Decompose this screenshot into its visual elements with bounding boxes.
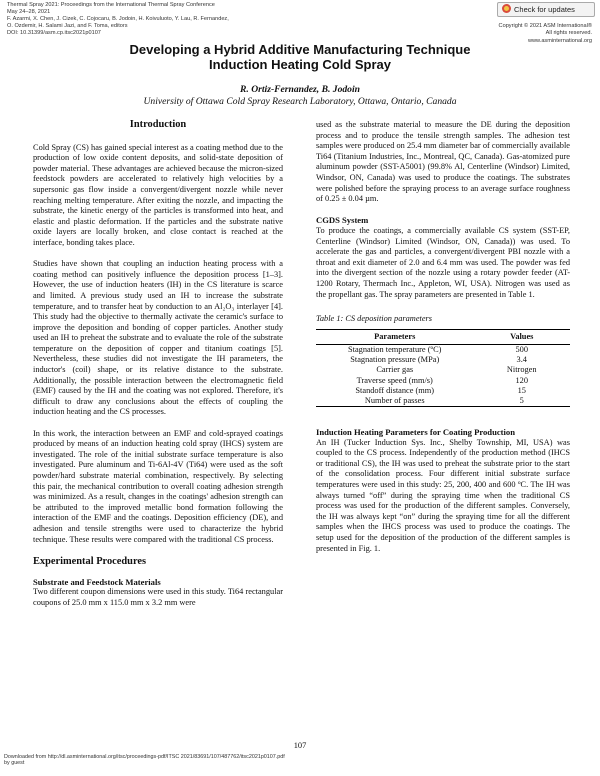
conference-dates: May 24–28, 2021 bbox=[7, 9, 51, 15]
table-row bbox=[316, 386, 570, 396]
table-row bbox=[316, 365, 570, 375]
editors-line-2: O. Ozdemir, H. Salami Jazi, and F. Toma, editors bbox=[7, 23, 128, 29]
doi: DOI: 10.31399/asm.cp.itsc2021p0107 bbox=[7, 30, 101, 36]
table-cell: Number of passes bbox=[316, 396, 473, 407]
table-cell: Stagnation pressure (MPa) bbox=[350, 355, 440, 365]
table-row bbox=[316, 355, 570, 365]
table-cell: 120 bbox=[515, 375, 528, 385]
table-caption: Table 1: CS deposition parameters bbox=[316, 314, 433, 324]
proceedings-name: Thermal Spray 2021: Proceedings from the International Thermal Spray Conference bbox=[7, 2, 215, 8]
table-cell: 5 bbox=[473, 396, 570, 407]
title-line-1: Developing a Hybrid Additive Manufacturing Technique bbox=[129, 42, 471, 57]
cgds-paragraph: To produce the coatings, a commercially available CS system (SST-EP, Centerline (Windsor) Limited (Windsor, ON, Canada)) was used. To accelerate the gas and particles, a convergent/divergent PBI nozzle with a throat and exit diameter of 2.0 and 6.4 mm was used. The powder was fed into the divergent section of the nozzle using a rotary powder feeder (AT-1200 Rotary, Thermach Inc., Appleton, WI, USA). Nitrogen was used as the propellant gas. The spray parameters are presented in Table 1. bbox=[316, 225, 570, 299]
title-line-2: Induction Heating Cold Spray bbox=[208, 56, 391, 72]
intro-paragraph-3: In this work, the interaction between an EMF and cold-sprayed coatings produced by means of an induction heating cold spray (IHCS) system are investigated. The role of the initial substrate surface temperature is also investigated. Pure aluminum and Ti-6Al-4V (Ti64) were used as the soft powder/hard substrate material combination, respectively. By selecting this pair, the mechanical contribution to overall coating adhesion strength was minimized. As a result, changes in the coatings' adhesion strength can be attributed to the improved metallic bond formation following the interaction of the EMF and the coatings. Deposition efficiency (DE), and adhesion and tensile strengths were used to characterize the hybrid technique. These results were compared with the traditional CS process. bbox=[33, 428, 283, 544]
right-column bbox=[316, 120, 570, 565]
download-footer bbox=[4, 754, 285, 766]
copyright: Copyright © 2021 ASM International® bbox=[498, 23, 592, 29]
substrate-paragraph: Two different coupon dimensions were used in this study. Ti64 rectangular coupons of 25.0 mm x 115.0 mm x 3.2 mm were bbox=[33, 587, 283, 607]
copyright-block bbox=[499, 23, 592, 45]
deposition-parameters-table bbox=[316, 329, 570, 407]
section-heading-experimental: Experimental Procedures bbox=[33, 556, 147, 568]
intro-paragraph-2: Studies have shown that coupling an induction heating process with a coating method can positively influence the deposition process [1–3]. However, the use of induction heaters (IH) in the CS literature is scarce and limited. A previous study used an IH to increase the substrate temperature, and to transfer heat by conduction to an Al₂O₃ interlayer [4]. This study had the objective to thermally activate the ceramic's surface to improve the deposition and bonding of copper particles. Another study used an IH to preheat the substrate and to evaluate the role of the substrate temperature on the deposition of copper and titanium coatings [5]. Nevertheless, these studies did not investigate the IH parameters, the inductor's (coil) shape, or its relative distance to the substrate. Additionally, the possible interaction between the electromagnetic field (EMF) caused by the IH and the coating was not explored. Therefore, it's difficult to draw any conclusions about the effects of coupling the induction heating and the CS processes. bbox=[33, 259, 283, 417]
table-header-row bbox=[316, 329, 570, 344]
table-row bbox=[316, 396, 570, 407]
subsection-heading-induction: Induction Heating Parameters for Coating Production bbox=[316, 427, 515, 438]
proceedings-header bbox=[7, 2, 337, 37]
affiliation: University of Ottawa Cold Spray Research Laboratory, Ottawa, Ontario, Canada bbox=[143, 96, 457, 107]
subsection-heading-cgds: CGDS System bbox=[316, 215, 369, 226]
download-line-2: by guest bbox=[4, 760, 25, 767]
table-row bbox=[316, 376, 570, 386]
section-heading-introduction: Introduction bbox=[129, 119, 187, 130]
page-number: 107 bbox=[293, 741, 307, 750]
left-column bbox=[33, 120, 283, 619]
table-cell: Carrier gas bbox=[376, 365, 414, 375]
table-cell: Traverse speed (mm/s) bbox=[356, 375, 433, 385]
check-for-updates-button[interactable] bbox=[497, 2, 595, 17]
intro-paragraph-1: Cold Spray (CS) has gained special interest as a coating method due to the production of low oxide content deposits, and solid-state deposition of powder material. These advantages are achieved because the micron-sized feedstock powders are accelerated to relatively high velocities by a supersonic gas flow inside a convergent/divergent nozzle while never reaching melting temperature. After exiting the nozzle, and impacting the substrate, the kinetic energy of the particles is transformed into heat, and elastic and plastic deformation. If the particles and the substrate native oxide layers are locally broken, and close contact is reached at the interface, bonding takes place. bbox=[33, 142, 283, 247]
update-icon bbox=[502, 4, 511, 13]
table-header-parameters: Parameters bbox=[316, 329, 473, 344]
substrate-paragraph-continued: used as the substrate material to measure the DE during the deposition process and to produce the tensile strength samples. The adhesion test samples were produced on 25.4 mm diameter bar of commercially available Ti64 (Titanium Industries, Inc., Montreal, QC, Canada). Gas-atomized pure aluminum powder (SST-A5001) (99.8% Al, Centerline (Windsor) Limited, Windsor, ON, Canada) was used to produce the coatings. The substrates were polished before the spraying process to an average surface roughness of 0.25 ± 0.04 µm. bbox=[316, 120, 570, 204]
rights: All rights reserved. bbox=[545, 30, 592, 37]
table-cell: Nitrogen bbox=[506, 365, 537, 375]
website-link[interactable]: www.asminternational.org bbox=[527, 37, 592, 44]
table-cell: 15 bbox=[517, 385, 526, 395]
editors-line-1: F. Azarmi, X. Chen, J. Cizek, C. Cojocaru, B. Jodoin, H. Koivuluoto, Y. Lau, R. Fernandez, bbox=[7, 16, 229, 22]
authors: R. Ortiz-Fernandez, B. Jodoin bbox=[240, 84, 360, 95]
table-header-values: Values bbox=[473, 329, 570, 344]
table-cell: Standoff distance (mm) bbox=[355, 385, 435, 395]
subsection-heading-substrate: Substrate and Feedstock Materials bbox=[33, 576, 161, 587]
induction-paragraph: An IH (Tucker Induction Sys. Inc., Shelby Township, MI, USA) was coupled to the CS process. Independently of the production method (IHCS or traditional CS), the IH was used to preheat the substrate prior to the start of the consolidation process. Four different initial substrate surface temperatures were used in this study: 25, 200, 400 and 600 ºC. The IH was always turned “off” during the spraying time when the traditional CS process was used for the production of the different samples. Conversely, the IH was always kept “on” during the spraying time for all the different samples when the IHCS process was used to produce the coatings. The setup used for the deposition of the production of the different samples is presented in Fig. 1. bbox=[316, 437, 570, 553]
paper-title bbox=[0, 43, 600, 72]
download-line-1[interactable]: Downloaded from http://dl.asminternational.org/itsc/proceedings-pdf/ITSC 2021/83691/107/487762/itsc2021p0107.pdf bbox=[4, 754, 285, 760]
table-cell: 3.4 bbox=[516, 355, 527, 365]
table-cell: Stagnation temperature (ºC) bbox=[348, 344, 442, 354]
check-updates-label: Check for updates bbox=[514, 5, 575, 14]
table-cell: 500 bbox=[515, 344, 528, 354]
table-row bbox=[316, 344, 570, 355]
